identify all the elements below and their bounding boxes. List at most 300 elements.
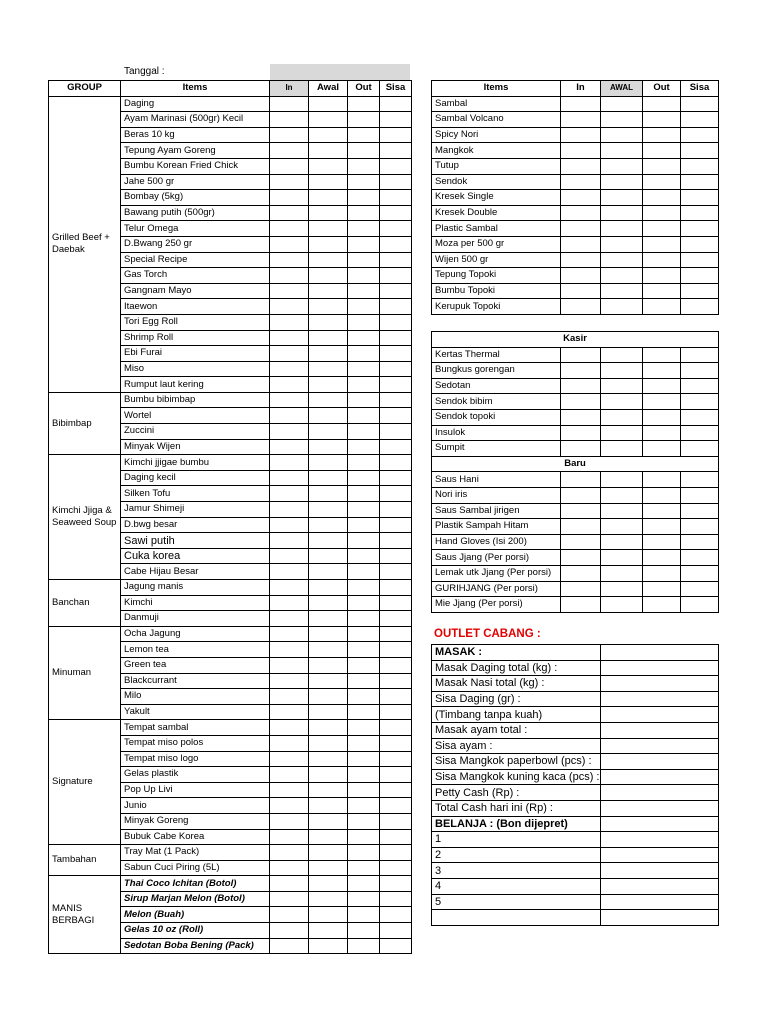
- out-cell[interactable]: [643, 519, 681, 535]
- awal-cell[interactable]: [601, 112, 643, 128]
- awal-cell[interactable]: [309, 813, 348, 829]
- awal-cell[interactable]: [309, 314, 348, 330]
- awal-cell[interactable]: [601, 221, 643, 237]
- in-cell[interactable]: [270, 455, 309, 471]
- sisa-cell[interactable]: [681, 174, 719, 190]
- in-cell[interactable]: [270, 704, 309, 720]
- out-cell[interactable]: [643, 581, 681, 597]
- in-cell[interactable]: [561, 519, 601, 535]
- outlet-value[interactable]: [601, 660, 719, 676]
- out-cell[interactable]: [643, 268, 681, 284]
- out-cell[interactable]: [348, 782, 380, 798]
- in-cell[interactable]: [270, 424, 309, 440]
- awal-cell[interactable]: [309, 174, 348, 190]
- awal-cell[interactable]: [601, 378, 643, 394]
- out-cell[interactable]: [348, 533, 380, 549]
- awal-cell[interactable]: [309, 923, 348, 939]
- outlet-value[interactable]: [601, 832, 719, 848]
- awal-cell[interactable]: [309, 143, 348, 159]
- sisa-cell[interactable]: [380, 502, 412, 518]
- sisa-cell[interactable]: [380, 330, 412, 346]
- awal-cell[interactable]: [309, 96, 348, 112]
- sisa-cell[interactable]: [380, 657, 412, 673]
- sisa-cell[interactable]: [380, 314, 412, 330]
- out-cell[interactable]: [348, 860, 380, 876]
- out-cell[interactable]: [348, 564, 380, 580]
- awal-cell[interactable]: [309, 470, 348, 486]
- sisa-cell[interactable]: [380, 923, 412, 939]
- sisa-cell[interactable]: [681, 363, 719, 379]
- outlet-value[interactable]: [601, 910, 719, 926]
- awal-cell[interactable]: [601, 252, 643, 268]
- outlet-value[interactable]: [601, 863, 719, 879]
- out-cell[interactable]: [643, 127, 681, 143]
- out-cell[interactable]: [643, 174, 681, 190]
- sisa-cell[interactable]: [380, 221, 412, 237]
- outlet-value[interactable]: [601, 722, 719, 738]
- awal-cell[interactable]: [309, 517, 348, 533]
- sisa-cell[interactable]: [380, 486, 412, 502]
- out-cell[interactable]: [643, 158, 681, 174]
- awal-cell[interactable]: [309, 112, 348, 128]
- in-cell[interactable]: [270, 252, 309, 268]
- in-cell[interactable]: [270, 439, 309, 455]
- out-cell[interactable]: [643, 409, 681, 425]
- awal-cell[interactable]: [309, 330, 348, 346]
- awal-cell[interactable]: [309, 533, 348, 549]
- out-cell[interactable]: [348, 392, 380, 408]
- out-cell[interactable]: [643, 299, 681, 315]
- in-cell[interactable]: [270, 580, 309, 596]
- in-cell[interactable]: [270, 236, 309, 252]
- awal-cell[interactable]: [601, 534, 643, 550]
- sisa-cell[interactable]: [380, 704, 412, 720]
- in-cell[interactable]: [270, 907, 309, 923]
- outlet-value[interactable]: [601, 676, 719, 692]
- outlet-value[interactable]: [601, 691, 719, 707]
- out-cell[interactable]: [348, 221, 380, 237]
- awal-cell[interactable]: [601, 268, 643, 284]
- awal-cell[interactable]: [309, 657, 348, 673]
- sisa-cell[interactable]: [380, 767, 412, 783]
- awal-cell[interactable]: [601, 363, 643, 379]
- sisa-cell[interactable]: [380, 642, 412, 658]
- awal-cell[interactable]: [309, 127, 348, 143]
- awal-cell[interactable]: [601, 347, 643, 363]
- sisa-cell[interactable]: [681, 581, 719, 597]
- sisa-cell[interactable]: [380, 813, 412, 829]
- out-cell[interactable]: [643, 472, 681, 488]
- awal-cell[interactable]: [309, 268, 348, 284]
- in-cell[interactable]: [270, 642, 309, 658]
- out-cell[interactable]: [348, 829, 380, 845]
- outlet-value[interactable]: [601, 707, 719, 723]
- awal-cell[interactable]: [601, 96, 643, 112]
- in-cell[interactable]: [561, 581, 601, 597]
- sisa-cell[interactable]: [380, 891, 412, 907]
- in-cell[interactable]: [270, 314, 309, 330]
- awal-cell[interactable]: [309, 361, 348, 377]
- in-cell[interactable]: [270, 595, 309, 611]
- outlet-value[interactable]: [601, 894, 719, 910]
- sisa-cell[interactable]: [380, 174, 412, 190]
- sisa-cell[interactable]: [681, 597, 719, 613]
- outlet-value[interactable]: [601, 878, 719, 894]
- in-cell[interactable]: [561, 425, 601, 441]
- awal-cell[interactable]: [309, 673, 348, 689]
- in-cell[interactable]: [561, 378, 601, 394]
- awal-cell[interactable]: [309, 907, 348, 923]
- awal-cell[interactable]: [601, 503, 643, 519]
- out-cell[interactable]: [348, 314, 380, 330]
- outlet-value[interactable]: [601, 800, 719, 816]
- out-cell[interactable]: [348, 283, 380, 299]
- sisa-cell[interactable]: [681, 534, 719, 550]
- out-cell[interactable]: [348, 907, 380, 923]
- sisa-cell[interactable]: [681, 394, 719, 410]
- out-cell[interactable]: [643, 96, 681, 112]
- in-cell[interactable]: [561, 441, 601, 457]
- out-cell[interactable]: [348, 595, 380, 611]
- sisa-cell[interactable]: [380, 283, 412, 299]
- awal-cell[interactable]: [309, 845, 348, 861]
- awal-cell[interactable]: [309, 689, 348, 705]
- sisa-cell[interactable]: [380, 673, 412, 689]
- in-cell[interactable]: [561, 363, 601, 379]
- out-cell[interactable]: [348, 548, 380, 564]
- awal-cell[interactable]: [601, 127, 643, 143]
- in-cell[interactable]: [270, 611, 309, 627]
- out-cell[interactable]: [348, 190, 380, 206]
- sisa-cell[interactable]: [380, 392, 412, 408]
- out-cell[interactable]: [643, 190, 681, 206]
- in-cell[interactable]: [561, 112, 601, 128]
- in-cell[interactable]: [270, 782, 309, 798]
- out-cell[interactable]: [348, 580, 380, 596]
- out-cell[interactable]: [348, 923, 380, 939]
- sisa-cell[interactable]: [380, 626, 412, 642]
- awal-cell[interactable]: [309, 611, 348, 627]
- out-cell[interactable]: [643, 565, 681, 581]
- in-cell[interactable]: [270, 720, 309, 736]
- in-cell[interactable]: [561, 174, 601, 190]
- awal-cell[interactable]: [309, 860, 348, 876]
- sisa-cell[interactable]: [380, 907, 412, 923]
- sisa-cell[interactable]: [380, 860, 412, 876]
- awal-cell[interactable]: [309, 439, 348, 455]
- out-cell[interactable]: [348, 361, 380, 377]
- out-cell[interactable]: [348, 377, 380, 393]
- sisa-cell[interactable]: [681, 236, 719, 252]
- sisa-cell[interactable]: [380, 252, 412, 268]
- out-cell[interactable]: [348, 439, 380, 455]
- in-cell[interactable]: [270, 657, 309, 673]
- in-cell[interactable]: [561, 597, 601, 613]
- in-cell[interactable]: [270, 158, 309, 174]
- out-cell[interactable]: [348, 174, 380, 190]
- out-cell[interactable]: [348, 767, 380, 783]
- out-cell[interactable]: [348, 611, 380, 627]
- in-cell[interactable]: [561, 409, 601, 425]
- sisa-cell[interactable]: [380, 205, 412, 221]
- awal-cell[interactable]: [601, 487, 643, 503]
- out-cell[interactable]: [348, 735, 380, 751]
- awal-cell[interactable]: [601, 143, 643, 159]
- sisa-cell[interactable]: [681, 96, 719, 112]
- out-cell[interactable]: [643, 378, 681, 394]
- awal-cell[interactable]: [309, 283, 348, 299]
- awal-cell[interactable]: [601, 158, 643, 174]
- sisa-cell[interactable]: [681, 190, 719, 206]
- in-cell[interactable]: [270, 798, 309, 814]
- in-cell[interactable]: [270, 845, 309, 861]
- out-cell[interactable]: [348, 96, 380, 112]
- in-cell[interactable]: [561, 487, 601, 503]
- out-cell[interactable]: [348, 673, 380, 689]
- in-cell[interactable]: [561, 347, 601, 363]
- in-cell[interactable]: [270, 486, 309, 502]
- awal-cell[interactable]: [601, 565, 643, 581]
- awal-cell[interactable]: [601, 394, 643, 410]
- sisa-cell[interactable]: [380, 689, 412, 705]
- awal-cell[interactable]: [309, 891, 348, 907]
- out-cell[interactable]: [643, 363, 681, 379]
- awal-cell[interactable]: [601, 236, 643, 252]
- in-cell[interactable]: [561, 96, 601, 112]
- out-cell[interactable]: [348, 502, 380, 518]
- in-cell[interactable]: [270, 190, 309, 206]
- out-cell[interactable]: [348, 330, 380, 346]
- in-cell[interactable]: [270, 735, 309, 751]
- awal-cell[interactable]: [309, 704, 348, 720]
- awal-cell[interactable]: [309, 829, 348, 845]
- sisa-cell[interactable]: [380, 127, 412, 143]
- out-cell[interactable]: [643, 221, 681, 237]
- out-cell[interactable]: [348, 158, 380, 174]
- out-cell[interactable]: [643, 441, 681, 457]
- sisa-cell[interactable]: [681, 472, 719, 488]
- in-cell[interactable]: [270, 112, 309, 128]
- sisa-cell[interactable]: [681, 378, 719, 394]
- in-cell[interactable]: [561, 143, 601, 159]
- awal-cell[interactable]: [309, 486, 348, 502]
- awal-cell[interactable]: [601, 174, 643, 190]
- out-cell[interactable]: [348, 689, 380, 705]
- awal-cell[interactable]: [309, 626, 348, 642]
- awal-cell[interactable]: [309, 548, 348, 564]
- awal-cell[interactable]: [309, 205, 348, 221]
- out-cell[interactable]: [348, 252, 380, 268]
- sisa-cell[interactable]: [380, 720, 412, 736]
- sisa-cell[interactable]: [380, 564, 412, 580]
- out-cell[interactable]: [348, 642, 380, 658]
- out-cell[interactable]: [348, 657, 380, 673]
- sisa-cell[interactable]: [380, 361, 412, 377]
- sisa-cell[interactable]: [681, 252, 719, 268]
- out-cell[interactable]: [348, 408, 380, 424]
- sisa-cell[interactable]: [380, 829, 412, 845]
- out-cell[interactable]: [643, 394, 681, 410]
- out-cell[interactable]: [348, 346, 380, 362]
- sisa-cell[interactable]: [380, 377, 412, 393]
- in-cell[interactable]: [561, 236, 601, 252]
- awal-cell[interactable]: [309, 580, 348, 596]
- out-cell[interactable]: [348, 486, 380, 502]
- out-cell[interactable]: [348, 205, 380, 221]
- in-cell[interactable]: [270, 283, 309, 299]
- in-cell[interactable]: [270, 626, 309, 642]
- sisa-cell[interactable]: [380, 548, 412, 564]
- outlet-value[interactable]: [601, 769, 719, 785]
- sisa-cell[interactable]: [380, 595, 412, 611]
- in-cell[interactable]: [270, 751, 309, 767]
- sisa-cell[interactable]: [681, 519, 719, 535]
- sisa-cell[interactable]: [681, 283, 719, 299]
- out-cell[interactable]: [348, 704, 380, 720]
- out-cell[interactable]: [643, 597, 681, 613]
- awal-cell[interactable]: [601, 299, 643, 315]
- in-cell[interactable]: [270, 408, 309, 424]
- in-cell[interactable]: [270, 938, 309, 954]
- in-cell[interactable]: [270, 392, 309, 408]
- awal-cell[interactable]: [309, 502, 348, 518]
- out-cell[interactable]: [348, 424, 380, 440]
- in-cell[interactable]: [270, 330, 309, 346]
- in-cell[interactable]: [270, 346, 309, 362]
- in-cell[interactable]: [270, 876, 309, 892]
- sisa-cell[interactable]: [681, 425, 719, 441]
- awal-cell[interactable]: [309, 190, 348, 206]
- sisa-cell[interactable]: [380, 782, 412, 798]
- in-cell[interactable]: [270, 673, 309, 689]
- sisa-cell[interactable]: [380, 845, 412, 861]
- sisa-cell[interactable]: [681, 221, 719, 237]
- out-cell[interactable]: [643, 283, 681, 299]
- in-cell[interactable]: [270, 377, 309, 393]
- out-cell[interactable]: [348, 813, 380, 829]
- out-cell[interactable]: [643, 347, 681, 363]
- in-cell[interactable]: [561, 534, 601, 550]
- in-cell[interactable]: [270, 470, 309, 486]
- outlet-value[interactable]: [601, 754, 719, 770]
- sisa-cell[interactable]: [681, 158, 719, 174]
- awal-cell[interactable]: [309, 595, 348, 611]
- awal-cell[interactable]: [309, 221, 348, 237]
- in-cell[interactable]: [270, 533, 309, 549]
- in-cell[interactable]: [561, 190, 601, 206]
- sisa-cell[interactable]: [681, 503, 719, 519]
- sisa-cell[interactable]: [681, 550, 719, 566]
- awal-cell[interactable]: [309, 564, 348, 580]
- tanggal-input[interactable]: [270, 64, 410, 80]
- in-cell[interactable]: [270, 517, 309, 533]
- in-cell[interactable]: [270, 767, 309, 783]
- sisa-cell[interactable]: [681, 409, 719, 425]
- sisa-cell[interactable]: [380, 938, 412, 954]
- in-cell[interactable]: [270, 205, 309, 221]
- sisa-cell[interactable]: [681, 487, 719, 503]
- in-cell[interactable]: [270, 361, 309, 377]
- sisa-cell[interactable]: [380, 112, 412, 128]
- out-cell[interactable]: [643, 503, 681, 519]
- awal-cell[interactable]: [601, 550, 643, 566]
- awal-cell[interactable]: [309, 299, 348, 315]
- awal-cell[interactable]: [309, 158, 348, 174]
- out-cell[interactable]: [348, 112, 380, 128]
- in-cell[interactable]: [561, 158, 601, 174]
- awal-cell[interactable]: [601, 425, 643, 441]
- sisa-cell[interactable]: [380, 517, 412, 533]
- in-cell[interactable]: [561, 127, 601, 143]
- sisa-cell[interactable]: [380, 408, 412, 424]
- awal-cell[interactable]: [309, 392, 348, 408]
- sisa-cell[interactable]: [681, 299, 719, 315]
- sisa-cell[interactable]: [681, 565, 719, 581]
- sisa-cell[interactable]: [380, 735, 412, 751]
- sisa-cell[interactable]: [380, 580, 412, 596]
- in-cell[interactable]: [561, 394, 601, 410]
- awal-cell[interactable]: [309, 408, 348, 424]
- awal-cell[interactable]: [309, 252, 348, 268]
- sisa-cell[interactable]: [380, 533, 412, 549]
- out-cell[interactable]: [348, 143, 380, 159]
- sisa-cell[interactable]: [681, 441, 719, 457]
- sisa-cell[interactable]: [681, 143, 719, 159]
- awal-cell[interactable]: [309, 735, 348, 751]
- out-cell[interactable]: [348, 876, 380, 892]
- sisa-cell[interactable]: [380, 439, 412, 455]
- outlet-value[interactable]: [601, 816, 719, 832]
- in-cell[interactable]: [270, 299, 309, 315]
- sisa-cell[interactable]: [380, 470, 412, 486]
- out-cell[interactable]: [643, 550, 681, 566]
- outlet-value[interactable]: [601, 738, 719, 754]
- in-cell[interactable]: [270, 143, 309, 159]
- out-cell[interactable]: [348, 751, 380, 767]
- in-cell[interactable]: [270, 813, 309, 829]
- out-cell[interactable]: [348, 455, 380, 471]
- sisa-cell[interactable]: [380, 424, 412, 440]
- outlet-value[interactable]: [601, 645, 719, 661]
- in-cell[interactable]: [270, 127, 309, 143]
- out-cell[interactable]: [643, 425, 681, 441]
- sisa-cell[interactable]: [380, 751, 412, 767]
- sisa-cell[interactable]: [380, 143, 412, 159]
- in-cell[interactable]: [270, 174, 309, 190]
- out-cell[interactable]: [348, 798, 380, 814]
- awal-cell[interactable]: [309, 798, 348, 814]
- awal-cell[interactable]: [601, 283, 643, 299]
- in-cell[interactable]: [561, 252, 601, 268]
- out-cell[interactable]: [348, 845, 380, 861]
- out-cell[interactable]: [348, 938, 380, 954]
- in-cell[interactable]: [270, 502, 309, 518]
- in-cell[interactable]: [561, 268, 601, 284]
- in-cell[interactable]: [270, 548, 309, 564]
- awal-cell[interactable]: [309, 876, 348, 892]
- out-cell[interactable]: [348, 626, 380, 642]
- awal-cell[interactable]: [601, 205, 643, 221]
- out-cell[interactable]: [348, 236, 380, 252]
- sisa-cell[interactable]: [380, 299, 412, 315]
- out-cell[interactable]: [643, 252, 681, 268]
- out-cell[interactable]: [643, 534, 681, 550]
- out-cell[interactable]: [643, 487, 681, 503]
- sisa-cell[interactable]: [380, 190, 412, 206]
- in-cell[interactable]: [561, 283, 601, 299]
- awal-cell[interactable]: [309, 642, 348, 658]
- out-cell[interactable]: [643, 236, 681, 252]
